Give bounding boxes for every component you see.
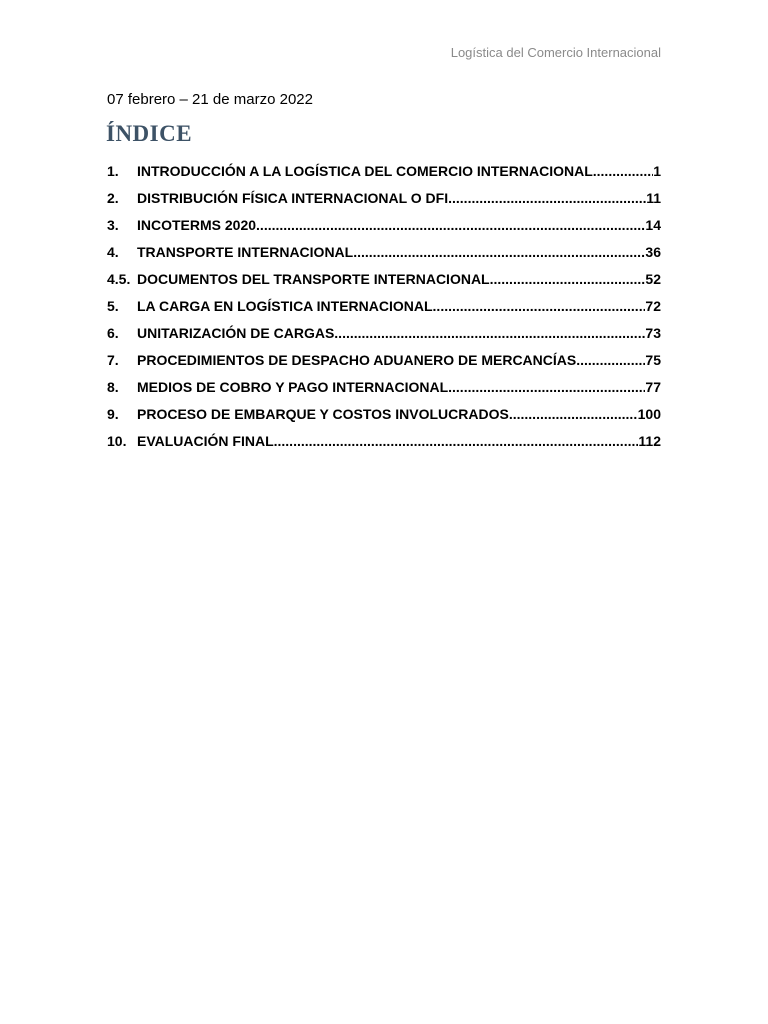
toc-entry-title: PROCEDIMIENTOS DE DESPACHO ADUANERO DE MERCANCÍAS xyxy=(137,352,577,368)
toc-entry-number: 3. xyxy=(107,217,119,233)
toc-entry[interactable] xyxy=(107,325,661,352)
toc-entry-page: 75 xyxy=(645,352,661,368)
toc-entry-page: 100 xyxy=(637,406,661,422)
toc-entry-page: 14 xyxy=(645,217,661,233)
toc-entry-title: PROCESO DE EMBARQUE Y COSTOS INVOLUCRADOS xyxy=(137,406,509,422)
toc-entry[interactable] xyxy=(107,352,661,379)
toc-entry-number: 10. xyxy=(107,433,127,449)
toc-entry-page: 1 xyxy=(653,163,661,179)
toc-entry-page: 11 xyxy=(646,190,661,206)
toc-entry[interactable] xyxy=(107,217,661,244)
toc-dot-leader xyxy=(593,163,653,179)
toc-entry-number: 2. xyxy=(107,190,119,206)
toc-entry-number: 8. xyxy=(107,379,119,395)
toc-entry[interactable] xyxy=(107,163,661,190)
toc-entry-number: 9. xyxy=(107,406,119,422)
toc-entry-page: 52 xyxy=(645,271,661,287)
toc-dot-leader xyxy=(433,298,646,314)
toc-entry[interactable] xyxy=(107,379,661,406)
toc-dot-leader xyxy=(334,325,645,341)
table-of-contents xyxy=(107,163,661,460)
toc-dot-leader xyxy=(448,190,646,206)
toc-dot-leader xyxy=(274,433,639,449)
toc-entry-title: INTRODUCCIÓN A LA LOGÍSTICA DEL COMERCIO INTERNACIONAL xyxy=(137,163,593,179)
toc-dot-leader xyxy=(448,379,645,395)
toc-entry-number: 7. xyxy=(107,352,119,368)
toc-entry-title: UNITARIZACIÓN DE CARGAS xyxy=(137,325,335,341)
toc-dot-leader xyxy=(256,217,645,233)
toc-title: ÍNDICE xyxy=(106,121,193,146)
toc-dot-leader xyxy=(353,244,645,260)
toc-entry-page: 77 xyxy=(645,379,661,395)
toc-dot-leader xyxy=(490,271,646,287)
toc-entry-title: TRANSPORTE INTERNACIONAL xyxy=(137,244,354,260)
toc-entry[interactable] xyxy=(107,406,661,433)
toc-entry-number: 4.5. xyxy=(107,271,131,287)
toc-entry-page: 73 xyxy=(645,325,661,341)
toc-entry[interactable] xyxy=(107,244,661,271)
toc-entry-title: DISTRIBUCIÓN FÍSICA INTERNACIONAL O DFI xyxy=(137,190,449,206)
toc-entry-number: 6. xyxy=(107,325,119,341)
toc-entry-page: 72 xyxy=(645,298,661,314)
toc-entry-title: DOCUMENTOS DEL TRANSPORTE INTERNACIONAL xyxy=(137,271,490,287)
toc-entry[interactable] xyxy=(107,271,661,298)
toc-entry-title: LA CARGA EN LOGÍSTICA INTERNACIONAL xyxy=(137,298,433,314)
toc-dot-leader xyxy=(509,406,638,422)
toc-entry[interactable] xyxy=(107,433,661,460)
running-header: Logística del Comercio Internacional xyxy=(450,45,661,60)
toc-entry-title: INCOTERMS 2020 xyxy=(137,217,257,233)
toc-entry-page: 112 xyxy=(638,433,661,449)
toc-entry-number: 4. xyxy=(107,244,119,260)
toc-entry-title: MEDIOS DE COBRO Y PAGO INTERNACIONAL xyxy=(137,379,449,395)
date-range: 07 febrero – 21 de marzo 2022 xyxy=(107,91,313,108)
toc-entry-title: EVALUACIÓN FINAL xyxy=(137,433,274,449)
toc-entry-number: 5. xyxy=(107,298,119,314)
toc-entry-page: 36 xyxy=(645,244,661,260)
toc-dot-leader xyxy=(576,352,645,368)
toc-entry[interactable] xyxy=(107,190,661,217)
toc-entry-number: 1. xyxy=(107,163,119,179)
toc-entry[interactable] xyxy=(107,298,661,325)
